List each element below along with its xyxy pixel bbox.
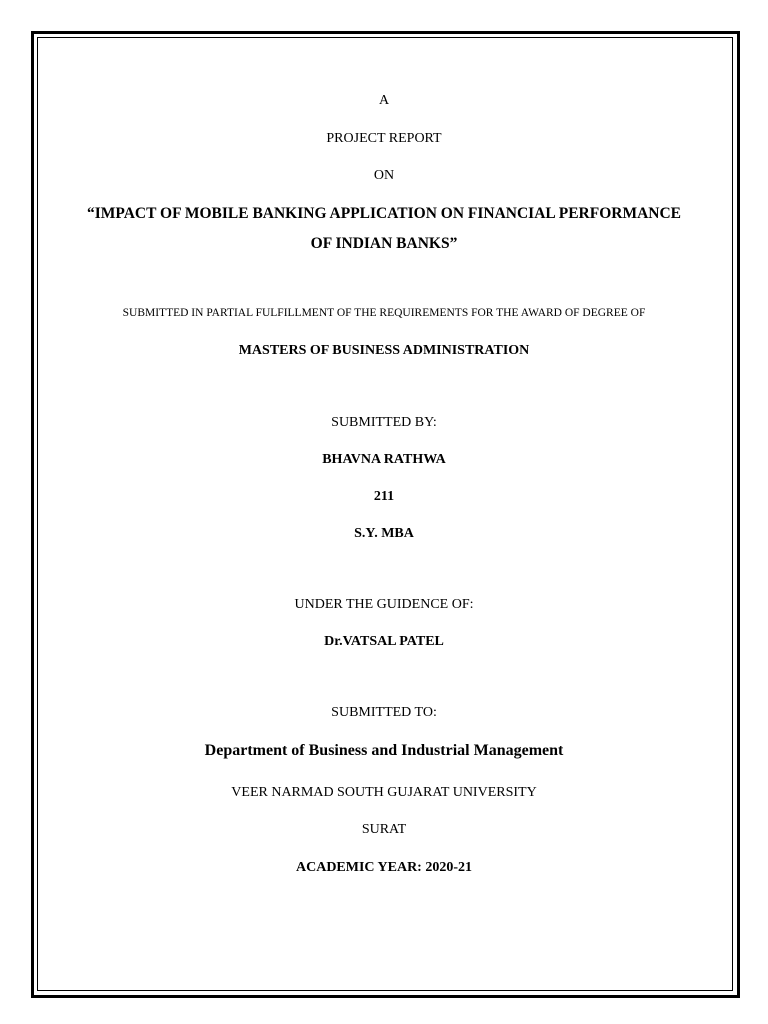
guidance-label: UNDER THE GUIDENCE OF: — [294, 597, 474, 612]
submitted-by-label: SUBMITTED BY: — [331, 415, 437, 430]
report-title-line-2: OF INDIAN BANKS” — [310, 235, 458, 252]
submission-statement: SUBMITTED IN PARTIAL FULFILLMENT OF THE REQUIREMENTS FOR THE AWARD OF DEGREE OF — [122, 307, 646, 319]
department-name: Department of Business and Industrial Management — [204, 742, 564, 759]
degree-name: MASTERS OF BUSINESS ADMINISTRATION — [238, 343, 530, 358]
report-title-line-1: “IMPACT OF MOBILE BANKING APPLICATION ON FINANCIAL PERFORMANCE — [86, 205, 682, 222]
project-report-label: PROJECT REPORT — [326, 131, 442, 146]
student-name: BHAVNA RATHWA — [322, 452, 446, 467]
on-label: ON — [373, 168, 395, 183]
student-class: S.Y. MBA — [354, 526, 414, 541]
city-name: SURAT — [361, 822, 407, 837]
guide-name: Dr.VATSAL PATEL — [324, 634, 444, 649]
roll-number: 211 — [373, 489, 395, 504]
academic-year: ACADEMIC YEAR: 2020-21 — [295, 860, 473, 875]
submitted-to-label: SUBMITTED TO: — [331, 705, 437, 720]
university-name: VEER NARMAD SOUTH GUJARAT UNIVERSITY — [231, 785, 537, 800]
line-a: A — [378, 93, 390, 108]
